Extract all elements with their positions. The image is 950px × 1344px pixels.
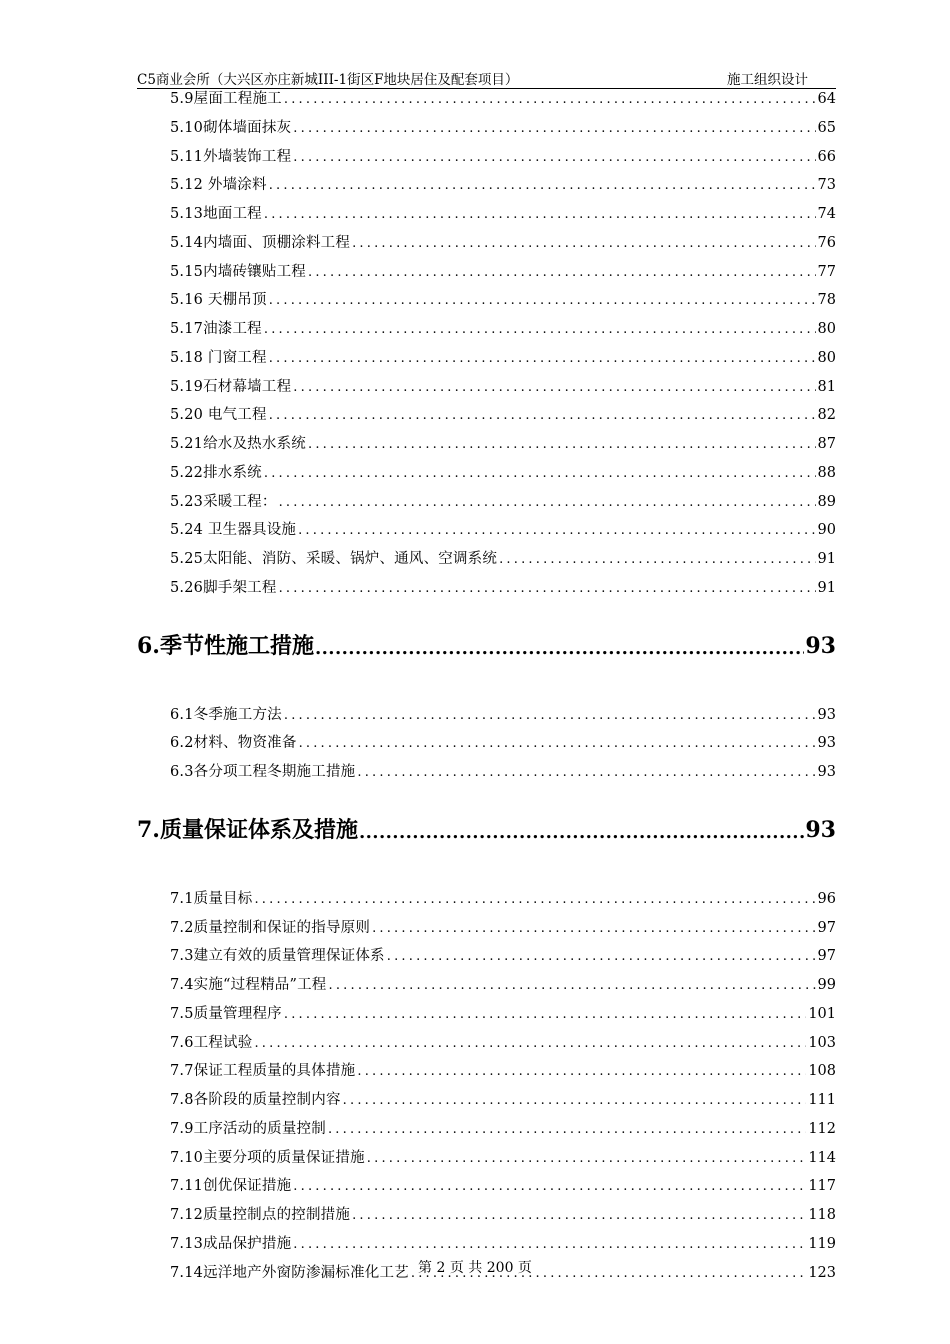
- toc-entry[interactable]: [170, 232, 836, 254]
- toc-page-number: 91: [817, 551, 836, 567]
- toc-page-number: 88: [817, 464, 836, 481]
- toc-dot-leader: [298, 521, 815, 541]
- toc-dot-leader: [279, 493, 816, 513]
- toc-entry[interactable]: [170, 1118, 836, 1140]
- toc-chapter-heading[interactable]: [137, 814, 836, 846]
- toc-dot-leader: [387, 947, 816, 967]
- toc-entry-title: 5.15内墙砖镶贴工程: [170, 263, 306, 280]
- toc-entry-title: 5.13地面工程: [170, 206, 262, 222]
- toc-entry[interactable]: [170, 433, 836, 455]
- toc-dot-leader: [367, 1149, 807, 1169]
- toc-entry[interactable]: [170, 318, 836, 340]
- toc-page-number: 66: [817, 148, 836, 165]
- toc-entry-title: 5.9屋面工程施工: [170, 91, 282, 107]
- toc-entry[interactable]: [170, 519, 836, 541]
- toc-entry-title: 5.12 外墙涂料: [170, 177, 267, 194]
- toc-entry[interactable]: [170, 761, 836, 783]
- toc-entry-title: 7.8各阶段的质量控制内容: [170, 1092, 341, 1108]
- toc-entry-title: 7.10主要分项的质量保证措施: [170, 1149, 365, 1166]
- toc-entry[interactable]: [170, 1089, 836, 1111]
- toc-page-number: 77: [817, 263, 836, 280]
- toc-entry-title: 6.1冬季施工方法: [170, 706, 282, 723]
- toc-entry[interactable]: [170, 404, 836, 426]
- toc-dot-leader: [284, 90, 816, 110]
- toc-page-number: 97: [817, 919, 836, 936]
- toc-entry[interactable]: [170, 491, 836, 513]
- toc-entry-title: 7.5质量管理程序: [170, 1005, 282, 1022]
- page-footer: 第 2 页 共 200 页: [418, 1260, 532, 1276]
- toc-entry-title: 5.21给水及热水系统: [170, 436, 306, 452]
- toc-dot-leader: [269, 291, 816, 311]
- toc-entry[interactable]: [170, 203, 836, 225]
- toc-dot-leader: [359, 820, 804, 846]
- toc-entry[interactable]: [170, 1032, 836, 1054]
- toc-chapter-heading[interactable]: [137, 630, 836, 662]
- toc-page-number: 99: [817, 977, 836, 993]
- toc-dot-leader: [352, 1206, 806, 1226]
- toc-dot-leader: [343, 1091, 807, 1111]
- toc-entry-title: 7.质量保证体系及措施: [137, 816, 358, 843]
- toc-entry-title: 6.3各分项工程冬期施工措施: [170, 764, 356, 780]
- toc-dot-leader: [269, 176, 816, 196]
- toc-dot-leader: [352, 234, 815, 254]
- toc-dot-leader: [279, 579, 816, 599]
- toc-page-number: 118: [808, 1207, 836, 1223]
- toc-dot-leader: [329, 976, 816, 996]
- toc-dot-leader: [254, 890, 815, 910]
- toc-entry[interactable]: [170, 548, 836, 570]
- toc-entry-title: 7.13成品保护措施: [170, 1235, 292, 1252]
- toc-entry[interactable]: [170, 347, 836, 369]
- toc-entry-title: 7.2质量控制和保证的指导原则: [170, 919, 371, 936]
- toc-page-number: 119: [808, 1235, 836, 1252]
- toc-page-number: 93: [817, 706, 836, 723]
- toc-entry-title: 7.11创优保证措施: [170, 1178, 292, 1195]
- toc-page-number: 89: [817, 493, 836, 510]
- toc-entry[interactable]: [170, 289, 836, 311]
- toc-entry[interactable]: [170, 261, 836, 283]
- toc-page-number: 101: [808, 1005, 836, 1022]
- toc-dot-leader: [269, 349, 816, 369]
- toc-entry-title: 7.1质量目标: [170, 890, 253, 907]
- toc-entry[interactable]: [170, 1175, 836, 1197]
- toc-page-number: 96: [817, 890, 836, 907]
- toc-entry-title: 7.7保证工程质量的具体措施: [170, 1063, 356, 1080]
- toc-entry[interactable]: [170, 117, 836, 139]
- toc-entry-title: 5.14内墙面、顶棚涂料工程: [170, 234, 351, 251]
- toc-page-number: 90: [817, 522, 836, 539]
- page-header: [137, 66, 836, 89]
- toc-entry[interactable]: [170, 1204, 836, 1226]
- toc-page-number: 80: [817, 349, 836, 366]
- toc-dot-leader: [372, 919, 815, 939]
- toc-page-number: 93: [805, 632, 836, 659]
- toc-entry[interactable]: [170, 1147, 836, 1169]
- toc-page-number: 78: [817, 292, 836, 309]
- toc-entry-title: 5.18 门窗工程: [170, 349, 267, 366]
- toc-dot-leader: [264, 320, 816, 340]
- toc-entry[interactable]: [170, 888, 836, 910]
- toc-entry-title: 5.16 天棚吊顶: [170, 292, 267, 309]
- toc-entry[interactable]: [170, 146, 836, 168]
- toc-page-number: 108: [808, 1063, 836, 1080]
- toc-dot-leader: [315, 636, 804, 662]
- toc-entry-title: 5.17油漆工程: [170, 321, 262, 337]
- toc-entry[interactable]: [170, 1233, 836, 1255]
- toc-page-number: 82: [817, 407, 836, 424]
- toc-entry[interactable]: [170, 1060, 836, 1082]
- toc-entry[interactable]: [170, 704, 836, 726]
- toc-entry[interactable]: [170, 462, 836, 484]
- toc-dot-leader: [328, 1120, 806, 1140]
- toc-entry-title: 5.11外墙装饰工程: [170, 148, 292, 165]
- toc-dot-leader: [284, 1005, 806, 1025]
- toc-dot-leader: [308, 435, 816, 455]
- toc-page-number: 112: [808, 1120, 836, 1137]
- toc-entry[interactable]: [170, 88, 836, 110]
- toc-page-number: 93: [817, 735, 836, 752]
- toc-entry[interactable]: [170, 577, 836, 599]
- toc-page-number: 117: [808, 1178, 836, 1195]
- toc-entry-title: 5.23采暖工程：: [170, 493, 277, 510]
- toc-entry-title: 7.6工程试验: [170, 1034, 253, 1051]
- toc-dot-leader: [264, 464, 816, 484]
- toc-entry[interactable]: [170, 174, 836, 196]
- toc-dot-leader: [293, 148, 815, 168]
- toc-dot-leader: [299, 734, 816, 754]
- toc-page-number: 91: [817, 579, 836, 596]
- toc-entry[interactable]: [170, 917, 836, 939]
- toc-dot-leader: [293, 378, 815, 398]
- toc-entry[interactable]: [170, 974, 836, 996]
- toc-page-number: 93: [805, 816, 836, 843]
- toc-entry-title: 7.3建立有效的质量管理保证体系: [170, 948, 385, 965]
- toc-dot-leader: [269, 406, 816, 426]
- toc-dot-leader: [357, 1062, 806, 1082]
- toc-page-number: 76: [817, 234, 836, 251]
- toc-entry-title: 5.10砌体墙面抹灰: [170, 119, 292, 136]
- toc-page-number: 65: [817, 119, 836, 136]
- toc-page-number: 87: [817, 436, 836, 452]
- toc-dot-leader: [308, 263, 816, 283]
- toc-entry[interactable]: [170, 732, 836, 754]
- toc-dot-leader: [254, 1034, 806, 1054]
- toc-entry[interactable]: [170, 945, 836, 967]
- toc-dot-leader: [293, 1177, 806, 1197]
- toc-page-number: 97: [817, 948, 836, 965]
- toc-page-number: 80: [817, 321, 836, 337]
- toc-entry-title: 5.20 电气工程: [170, 407, 267, 424]
- header-project-title: C5商业会所（大兴区亦庄新城III-1街区F地块居住及配套项目）: [137, 72, 519, 88]
- toc-dot-leader: [293, 1235, 806, 1255]
- toc-entry-title: 7.14远洋地产外窗防渗漏标准化工艺: [170, 1264, 409, 1281]
- toc-dot-leader: [293, 119, 815, 139]
- toc-entry-title: 6.季节性施工措施: [137, 632, 314, 659]
- toc-entry-title: 5.26脚手架工程: [170, 579, 277, 596]
- toc-entry-title: 7.4实施“过程精品”工程: [170, 977, 327, 993]
- toc-entry-title: 7.9工序活动的质量控制: [170, 1120, 326, 1137]
- toc-entry-title: 5.19石材幕墙工程: [170, 378, 292, 395]
- toc-entry-title: 5.24 卫生器具设施: [170, 522, 297, 539]
- toc-page-number: 81: [817, 378, 836, 395]
- toc-entry-title: 6.2材料、物资准备: [170, 735, 297, 752]
- toc-entry[interactable]: [170, 376, 836, 398]
- toc-page-number: 123: [808, 1264, 836, 1281]
- toc-page-number: 73: [817, 177, 836, 194]
- toc-entry-title: 7.12质量控制点的控制措施: [170, 1207, 351, 1223]
- toc-page-number: 111: [808, 1092, 836, 1108]
- toc-page-number: 103: [808, 1034, 836, 1051]
- toc-entry-title: 5.22排水系统: [170, 464, 262, 481]
- toc-dot-leader: [499, 550, 815, 570]
- toc-dot-leader: [357, 763, 815, 783]
- toc-page-number: 64: [817, 91, 836, 107]
- toc-page-number: 93: [817, 764, 836, 780]
- toc-entry[interactable]: [170, 1003, 836, 1025]
- toc-dot-leader: [284, 706, 816, 726]
- toc-dot-leader: [264, 205, 816, 225]
- toc-page-number: 114: [808, 1149, 836, 1166]
- toc-page-number: 74: [817, 206, 836, 222]
- header-document-type: 施工组织设计: [727, 72, 808, 88]
- toc-entry-title: 5.25太阳能、消防、采暖、锅炉、通风、空调系统: [170, 551, 498, 567]
